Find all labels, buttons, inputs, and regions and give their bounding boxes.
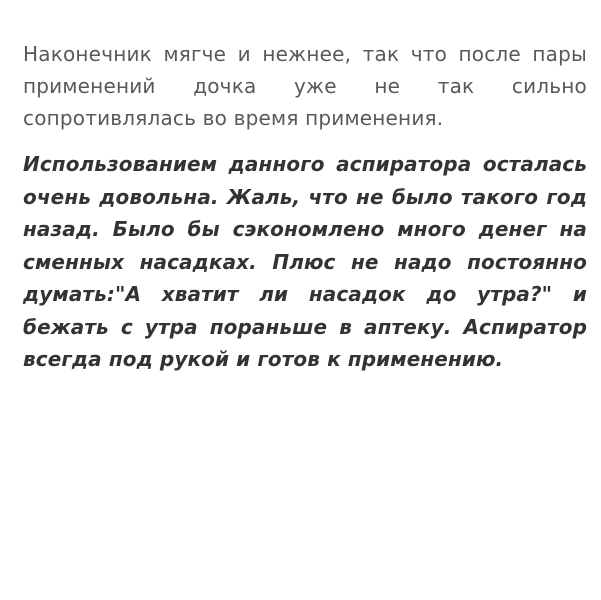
review-paragraph-regular: Наконечник мягче и нежнее, так что после пары применений дочка уже не так сильно сопротивлялась во время применения. bbox=[23, 42, 587, 130]
review-text-block bbox=[23, 38, 587, 376]
review-paragraph-emphasized: Использованием данного аспиратора осталась очень довольна. Жаль, что не было такого год назад. Было бы сэкономлено много денег на сменных насадках. Плюс не надо постоянно думать:"А хватит ли насадок до утра?" и бежать с утра пораньше в аптеку. Аспиратор всегда под рукой и готов к применению. bbox=[23, 152, 587, 371]
